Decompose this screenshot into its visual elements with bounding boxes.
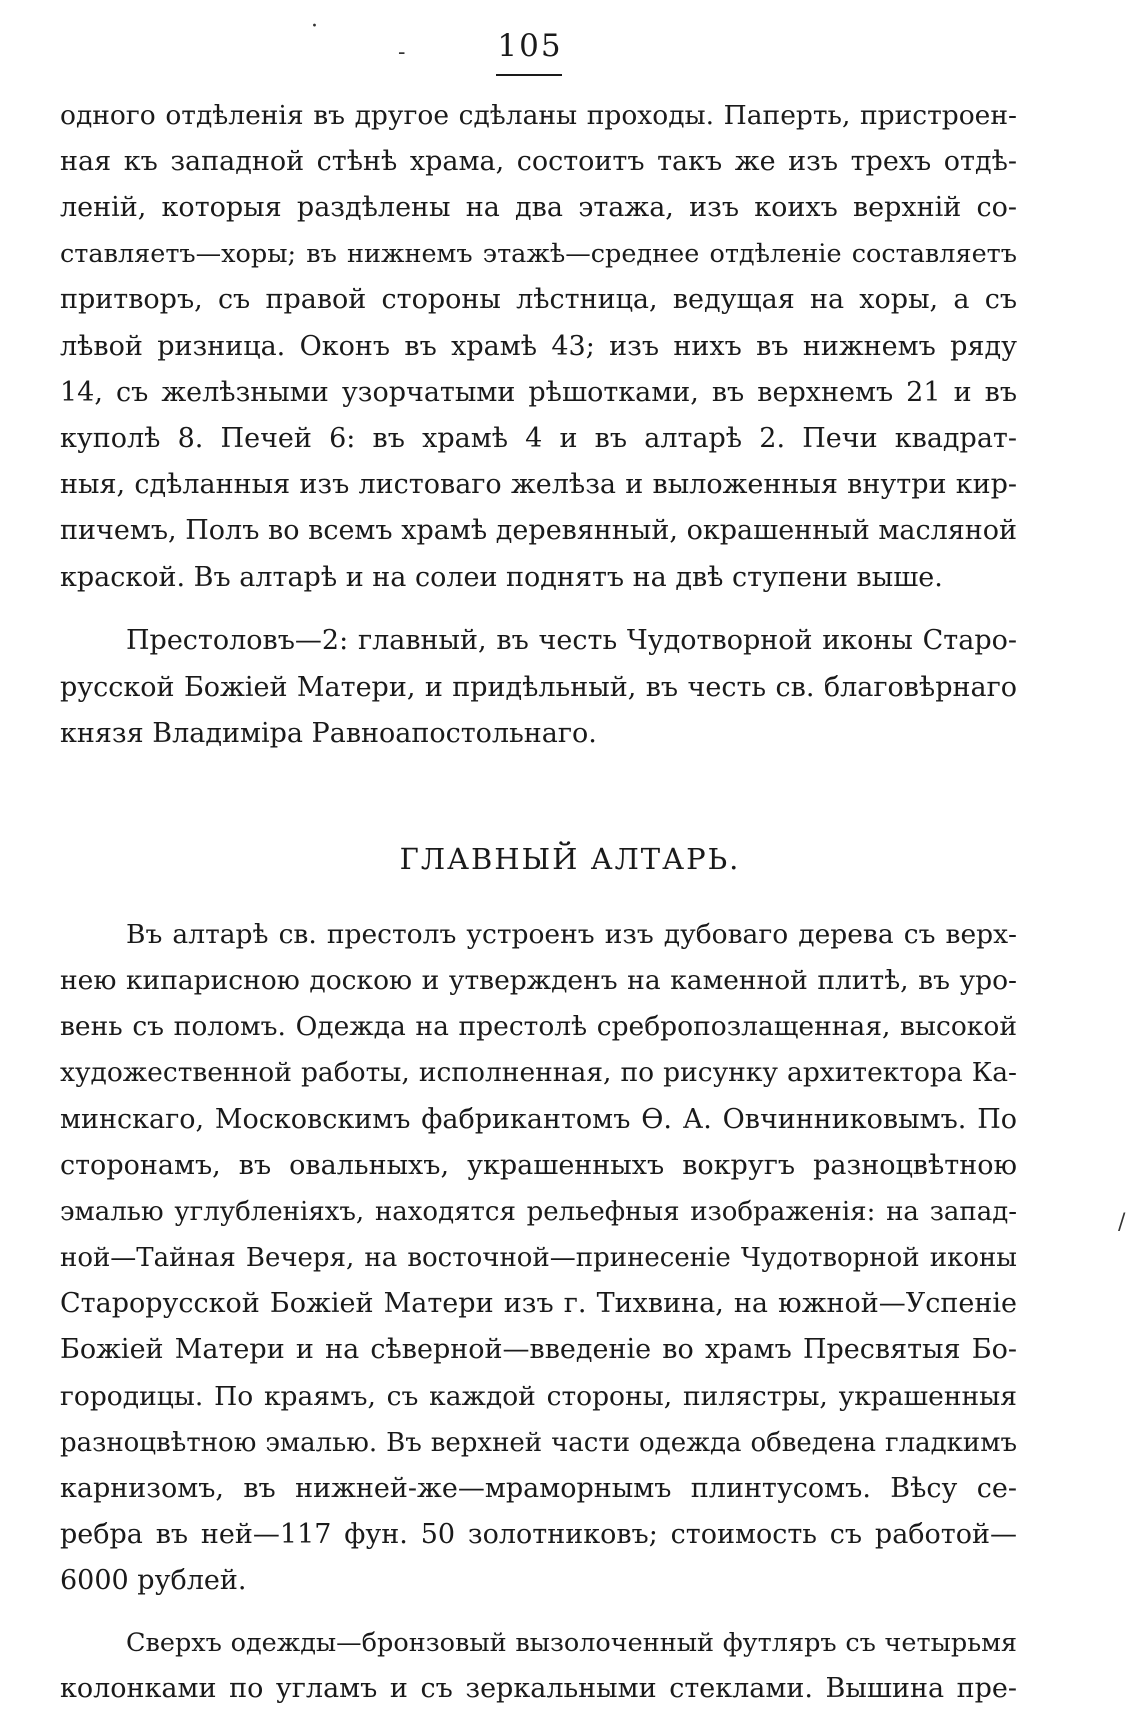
- text-line: 14, съ желѣзными узорчатыми рѣшотками, въ верхнемъ 21 и въ: [60, 377, 1017, 408]
- text-line: лѣвой ризница. Оконъ въ храмѣ 43; изъ нихъ въ нижнемъ ряду: [60, 331, 1017, 362]
- text-line: ной—Тайная Вечеря, на восточной—принесеніе Чудотворной иконы: [60, 1243, 1017, 1273]
- text-line: минскаго, Московскимъ фабрикантомъ Ѳ. А. Овчинниковымъ. По: [60, 1104, 1017, 1135]
- text-line: городицы. По краямъ, съ каждой стороны, пилястры, украшенныя: [60, 1381, 1017, 1412]
- text-line: одного отдѣленія въ другое сдѣланы проходы. Паперть, пристроен-: [60, 100, 1017, 131]
- text-line: ставляетъ—хоры; въ нижнемъ этажѣ—среднее отдѣленіе составляетъ: [60, 239, 1017, 269]
- text-line: ныя, сдѣланныя изъ листоваго желѣза и выложенныя внутри кир-: [60, 469, 1017, 500]
- text-line: ребра въ ней—117 фун. 50 золотниковъ; стоимость съ работой—: [60, 1519, 1017, 1550]
- text-line: Сверхъ одежды—бронзовый вызолоченный футляръ съ четырьмя: [126, 1628, 1017, 1658]
- ink-speck: ·: [311, 14, 318, 39]
- text-line: карнизомъ, въ нижней-же—мраморнымъ плинтусомъ. Вѣсу се-: [60, 1473, 1017, 1504]
- page-number: 105: [497, 28, 563, 64]
- text-line: 6000 рублей.: [60, 1565, 247, 1596]
- text-line: художественной работы, исполненная, по рисунку архитектора Ка-: [60, 1057, 1017, 1088]
- ink-speck: -: [398, 40, 406, 65]
- text-line: русской Божіей Матери, и придѣльный, въ честь св. благовѣрнаго: [60, 672, 1017, 703]
- ink-speck: /: [1118, 1210, 1126, 1235]
- text-line: эмалью углубленіяхъ, находятся рельефныя изображенія: на запад-: [60, 1197, 1017, 1227]
- page-number-rule: [496, 74, 562, 76]
- text-line: сторонамъ, въ овальныхъ, украшенныхъ вокругъ разноцвѣтною: [60, 1150, 1017, 1181]
- text-line: Въ алтарѣ св. престолъ устроенъ изъ дубоваго дерева съ верх-: [126, 919, 1017, 950]
- text-line: Божіей Матери и на сѣверной—введеніе во храмъ Пресвятыя Бо-: [60, 1334, 1017, 1365]
- text-line: колонками по угламъ и съ зеркальными стеклами. Вышина пре-: [60, 1673, 1017, 1704]
- text-line: князя Владиміра Равноапостольнаго.: [60, 718, 597, 749]
- text-line: пичемъ, Полъ во всемъ храмѣ деревянный, окрашенный масляной: [60, 515, 1017, 546]
- text-line: Старорусской Божіей Матери изъ г. Тихвина, на южной—Успеніе: [60, 1288, 1017, 1319]
- section-heading: ГЛАВНЫЙ АЛТАРЬ.: [399, 842, 741, 876]
- text-line: ная къ западной стѣнѣ храма, состоитъ такъ же изъ трехъ отдѣ-: [60, 146, 1017, 177]
- text-line: Престоловъ—2: главный, въ честь Чудотворной иконы Старо-: [126, 625, 1017, 656]
- text-line: разноцвѣтною эмалью. Въ верхней части одежда обведена гладкимъ: [60, 1428, 1017, 1458]
- text-line: куполѣ 8. Печей 6: въ храмѣ 4 и въ алтарѣ 2. Печи квадрат-: [60, 423, 1017, 454]
- text-line: леній, которыя раздѣлены на два этажа, изъ коихъ верхній со-: [60, 192, 1017, 223]
- text-line: притворъ, съ правой стороны лѣстница, ведущая на хоры, а съ: [60, 284, 1017, 315]
- text-line: краской. Въ алтарѣ и на солеи поднятъ на двѣ ступени выше.: [60, 562, 943, 593]
- text-line: вень съ поломъ. Одежда на престолѣ сребропозлащенная, высокой: [60, 1011, 1017, 1042]
- text-line: нею кипарисною доскою и утвержденъ на каменной плитѣ, въ уро-: [60, 965, 1017, 996]
